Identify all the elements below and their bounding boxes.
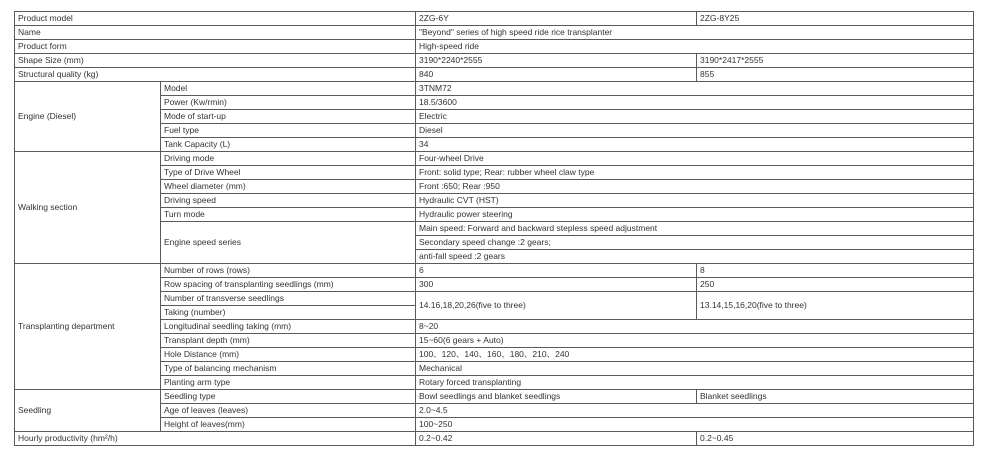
cell-value: 0.2~0.45 bbox=[697, 432, 974, 446]
row-label: Power (Kw/rmin) bbox=[161, 96, 416, 110]
row-label: Type of Drive Wheel bbox=[161, 166, 416, 180]
row-label: Taking (number) bbox=[161, 306, 416, 320]
row-label: Type of balancing mechanism bbox=[161, 362, 416, 376]
cell-value: 2.0~4.5 bbox=[416, 404, 974, 418]
cell-value: 8 bbox=[697, 264, 974, 278]
cell-value: 300 bbox=[416, 278, 697, 292]
row-label: Number of rows (rows) bbox=[161, 264, 416, 278]
group-label-engine: Engine (Diesel) bbox=[15, 82, 161, 152]
cell-value: Front :650; Rear :950 bbox=[416, 180, 974, 194]
row-label: Hole Distance (mm) bbox=[161, 348, 416, 362]
row-label: Turn mode bbox=[161, 208, 416, 222]
cell-value: 840 bbox=[416, 68, 697, 82]
cell-value: 6 bbox=[416, 264, 697, 278]
cell-value: anti-fall speed :2 gears bbox=[416, 250, 974, 264]
cell-value: 15~60(6 gears + Auto) bbox=[416, 334, 974, 348]
table-row bbox=[15, 40, 974, 54]
cell-value: 13.14,15,16,20(five to three) bbox=[697, 292, 974, 320]
cell-value: 3190*2240*2555 bbox=[416, 54, 697, 68]
cell-value: Diesel bbox=[416, 124, 974, 138]
cell-value: Electric bbox=[416, 110, 974, 124]
row-label: Shape Size (mm) bbox=[15, 54, 416, 68]
cell-value: 0.2~0.42 bbox=[416, 432, 697, 446]
row-label: Driving mode bbox=[161, 152, 416, 166]
row-label: Product form bbox=[15, 40, 416, 54]
row-label: Height of leaves(mm) bbox=[161, 418, 416, 432]
cell-value: 100、120、140、160、180、210、240 bbox=[416, 348, 974, 362]
row-label: Product model bbox=[15, 12, 416, 26]
row-label: Number of transverse seedlings bbox=[161, 292, 416, 306]
row-label: Fuel type bbox=[161, 124, 416, 138]
table-row bbox=[15, 152, 974, 166]
row-label: Hourly productivity (hm²/h) bbox=[15, 432, 416, 446]
group-label-seedling: Seedling bbox=[15, 390, 161, 432]
cell-value: 100~250 bbox=[416, 418, 974, 432]
table-row bbox=[15, 264, 974, 278]
cell-value: Secondary speed change :2 gears; bbox=[416, 236, 974, 250]
row-label: Structural quality (kg) bbox=[15, 68, 416, 82]
cell-value: 250 bbox=[697, 278, 974, 292]
spec-table bbox=[14, 11, 974, 446]
cell-value: Main speed: Forward and backward stepless speed adjustment bbox=[416, 222, 974, 236]
table-row bbox=[15, 68, 974, 82]
cell-value: Four-wheel Drive bbox=[416, 152, 974, 166]
row-label: Mode of start-up bbox=[161, 110, 416, 124]
row-label: Name bbox=[15, 26, 416, 40]
cell-value: Blanket seedlings bbox=[697, 390, 974, 404]
table-row bbox=[15, 82, 974, 96]
cell-value: 18.5/3600 bbox=[416, 96, 974, 110]
cell-value: 34 bbox=[416, 138, 974, 152]
cell-value: "Beyond" series of high speed ride rice transplanter bbox=[416, 26, 974, 40]
row-label: Row spacing of transplanting seedlings (mm) bbox=[161, 278, 416, 292]
cell-value: Hydraulic CVT (HST) bbox=[416, 194, 974, 208]
row-label: Planting arm type bbox=[161, 376, 416, 390]
row-label: Model bbox=[161, 82, 416, 96]
row-label: Engine speed series bbox=[161, 222, 416, 264]
table-row bbox=[15, 54, 974, 68]
cell-value: 3TNM72 bbox=[416, 82, 974, 96]
cell-value: Front: solid type; Rear: rubber wheel claw type bbox=[416, 166, 974, 180]
cell-value: 3190*2417*2555 bbox=[697, 54, 974, 68]
row-label: Driving speed bbox=[161, 194, 416, 208]
cell-value: Bowl seedlings and blanket seedlings bbox=[416, 390, 697, 404]
table-row bbox=[15, 26, 974, 40]
row-label: Age of leaves (leaves) bbox=[161, 404, 416, 418]
cell-value: 14.16,18,20,26(five to three) bbox=[416, 292, 697, 320]
cell-value: Hydraulic power steering bbox=[416, 208, 974, 222]
cell-value: 855 bbox=[697, 68, 974, 82]
row-label: Wheel diameter (mm) bbox=[161, 180, 416, 194]
cell-model-8y25: 2ZG-8Y25 bbox=[697, 12, 974, 26]
cell-model-6y: 2ZG-6Y bbox=[416, 12, 697, 26]
table-row bbox=[15, 12, 974, 26]
cell-value: Mechanical bbox=[416, 362, 974, 376]
table-row bbox=[15, 432, 974, 446]
row-label: Seedling type bbox=[161, 390, 416, 404]
cell-value: High-speed ride bbox=[416, 40, 974, 54]
group-label-transplanting: Transplanting department bbox=[15, 264, 161, 390]
row-label: Longitudinal seedling taking (mm) bbox=[161, 320, 416, 334]
spec-table-container bbox=[14, 11, 974, 446]
row-label: Transplant depth (mm) bbox=[161, 334, 416, 348]
group-label-walking: Walking section bbox=[15, 152, 161, 264]
cell-value: Rotary forced transplanting bbox=[416, 376, 974, 390]
cell-value: 8~20 bbox=[416, 320, 974, 334]
row-label: Tank Capacity (L) bbox=[161, 138, 416, 152]
table-row bbox=[15, 390, 974, 404]
